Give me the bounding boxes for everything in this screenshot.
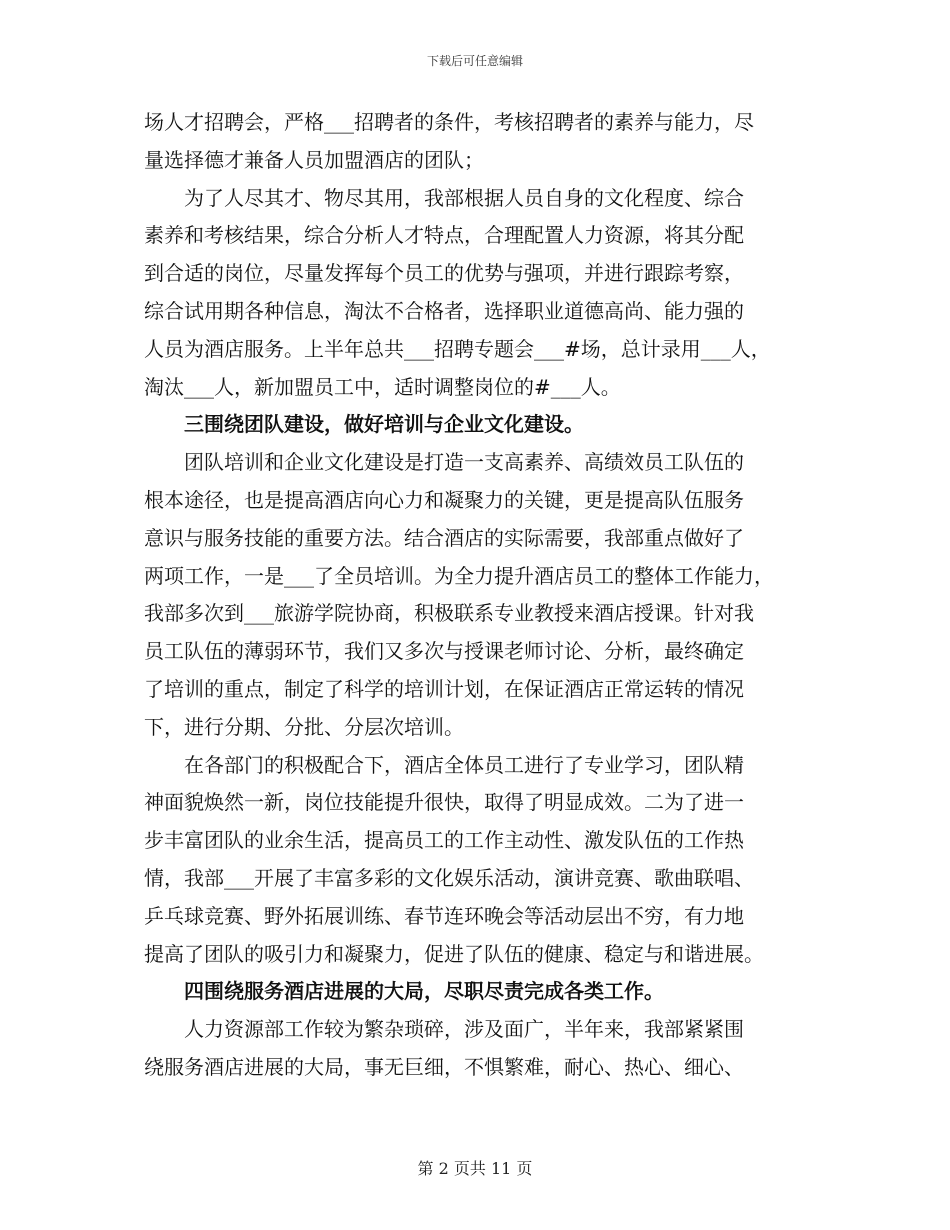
text-line: 在各部门的积极配合下，酒店全体员工进行了专业学习，团队精 (144, 752, 744, 777)
text-line: 乒乓球竞赛、野外拓展训练、春节连环晚会等活动层出不穷，有力地 (144, 903, 744, 928)
text-line: 根本途径，也是提高酒店向心力和凝聚力的关键，更是提高队伍服务 (144, 487, 744, 512)
text-line: 员工队伍的薄弱环节，我们又多次与授课老师讨论、分析，最终确定 (144, 639, 744, 664)
text-line: 情，我部___开展了丰富多彩的文化娱乐活动，演讲竞赛、歌曲联唱、 (144, 865, 754, 890)
text-line: 到合适的岗位，尽量发挥每个员工的优势与强项，并进行跟踪考察， (144, 261, 744, 286)
text-line: 下，进行分期、分批、分层次培训。 (144, 714, 464, 739)
text-line: 淘汰___人，新加盟员工中，适时调整岗位的#___人。 (144, 374, 621, 399)
text-line: 人力资源部工作较为繁杂琐碎，涉及面广，半年来，我部紧紧围 (144, 1017, 744, 1042)
text-line: 为了人尽其才、物尽其用，我部根据人员自身的文化程度、综合 (144, 185, 744, 210)
text-line: 了培训的重点，制定了科学的培训计划，在保证酒店正常运转的情况 (144, 676, 744, 701)
text-line: 我部多次到___旅游学院协商，积极联系专业教授来酒店授课。针对我 (144, 601, 754, 626)
page-header: 下载后可任意编辑 (426, 54, 523, 68)
text-line: 量选择德才兼备人员加盟酒店的团队； (144, 147, 484, 172)
text-line: 绕服务酒店进展的大局，事无巨细，不惧繁难，耐心、热心、细心、 (144, 1054, 744, 1079)
text-line: 步丰富团队的业余生活，提高员工的工作主动性、激发队伍的工作热 (144, 828, 744, 853)
section-heading: 三围绕团队建设，做好培训与企业文化建设。 (144, 412, 584, 437)
text-line: 人员为酒店服务。上半年总共___招聘专题会___#场，总计录用___人， (144, 336, 771, 361)
text-line: 综合试用期各种信息，淘汰不合格者，选择职业道德高尚、能力强的 (144, 298, 744, 323)
text-line: 两项工作，一是___了全员培训。为全力提升酒店员工的整体工作能力， (144, 563, 774, 588)
page-footer: 第 2 页共 11 页 (417, 1159, 533, 1178)
document-body (144, 104, 824, 1087)
text-line: 素养和考核结果，综合分析人才特点，合理配置人力资源，将其分配 (144, 223, 744, 248)
text-line: 神面貌焕然一新，岗位技能提升很快，取得了明显成效。二为了进一 (144, 790, 744, 815)
text-line: 场人才招聘会，严格___招聘者的条件，考核招聘者的素养与能力，尽 (144, 110, 754, 134)
text-line: 提高了团队的吸引力和凝聚力，促进了队伍的健康、稳定与和谐进展。 (144, 941, 764, 966)
text-line: 团队培训和企业文化建设是打造一支高素养、高绩效员工队伍的 (144, 450, 744, 475)
section-heading: 四围绕服务酒店进展的大局，尽职尽责完成各类工作。 (144, 979, 664, 1004)
text-line: 意识与服务技能的重要方法。结合酒店的实际需要，我部重点做好了 (144, 525, 744, 550)
